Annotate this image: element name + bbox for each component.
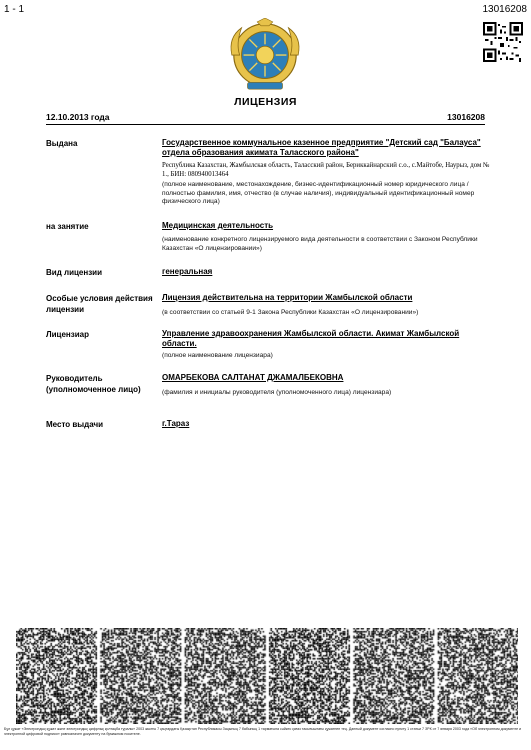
- license-number: 13016208: [447, 112, 485, 122]
- special-conditions-label: Особые условия действия лицензии: [46, 294, 153, 314]
- activity-label: на занятие: [46, 222, 89, 231]
- licensor-note: (полное наименование лицензиара): [162, 352, 273, 359]
- barcode-canvas: [16, 628, 518, 724]
- place-label: Место выдачи: [46, 420, 104, 429]
- licensor-label: Лицензиар: [46, 330, 89, 339]
- head-note: (фамилия и инициалы руководителя (уполномоченного лица) лицензиара): [162, 389, 392, 396]
- issued-to-note: (полное наименование, местонахождение, бизнес-идентификационный номер юридического лица / полностью фамилия, имя, отчество (в случае наличия), индивидуальный идентификационный номер физического лица): [162, 181, 475, 205]
- special-conditions-value: Лицензия действительна на территории Жамбылской области: [162, 293, 413, 302]
- activity-value: Медицинская деятельность: [162, 221, 274, 230]
- head-label: Руководитель (уполномоченное лицо): [46, 374, 141, 394]
- page-indicator: 1 - 1: [4, 4, 25, 15]
- activity-block: [162, 221, 492, 253]
- place-block: [162, 419, 492, 429]
- special-conditions-note: (в соответствии со статьей 9-1 Закона Республики Казахстан «О лицензировании»): [162, 309, 419, 316]
- activity-note: (наименование конкретного лицензируемого вида деятельности в соответствии с Законом Республики Казахстан «О лицензировании»): [162, 236, 478, 252]
- qr-code-icon: [483, 22, 523, 62]
- head-value: ОМАРБЕКОВА САЛТАНАТ ДЖАМАЛБЕКОВНА: [162, 373, 344, 382]
- license-type-block: [162, 267, 492, 277]
- issued-to-label: Выдана: [46, 139, 78, 148]
- issued-to-value: Государственное коммунальное казенное предприятие "Детский сад "Балауса" отдела образования акимата Таласского района": [162, 138, 481, 157]
- licensor-block: [162, 329, 492, 361]
- document-title: ЛИЦЕНЗИЯ: [234, 96, 297, 108]
- header-divider: [46, 124, 485, 125]
- issued-to-address: Республика Казахстан, Жамбылская область, Таласский район, Бериккайнарский с.о., с.Майтобе, Наурыз, дом № 1., БИН: 080940013464: [162, 162, 490, 178]
- barcode-strip: [16, 628, 518, 724]
- special-conditions-block: [162, 293, 492, 318]
- license-type-label: Вид лицензии: [46, 268, 103, 277]
- footer-legal-note: Бұл құжат «Электрондық құжат және электрондық цифрлық қолтаңба туралы» 2003 жылғы 7 қаңтардағы Қазақстан Республикасы Заңының 7 бабының 1 тармағына сәйкес қағаз тасығыштағы құжатпен тең. Данный документ согласно пункту 1 статьи 7 ЗРК от 7 января 2003 года «Об электронном документе и электронной цифровой подписи» равнозначен документу на бумажном носителе.: [4, 727, 522, 736]
- issued-to-block: [162, 138, 492, 207]
- head-block: [162, 373, 492, 398]
- licensor-value: Управление здравоохранения Жамбылской области. Акимат Жамбылской области.: [162, 329, 460, 348]
- issue-date: 12.10.2013 года: [46, 112, 110, 122]
- license-type-value: генеральная: [162, 267, 213, 276]
- state-emblem-icon: [226, 18, 304, 96]
- document-number: 13016208: [482, 4, 527, 15]
- place-value: г.Тараз: [162, 419, 190, 428]
